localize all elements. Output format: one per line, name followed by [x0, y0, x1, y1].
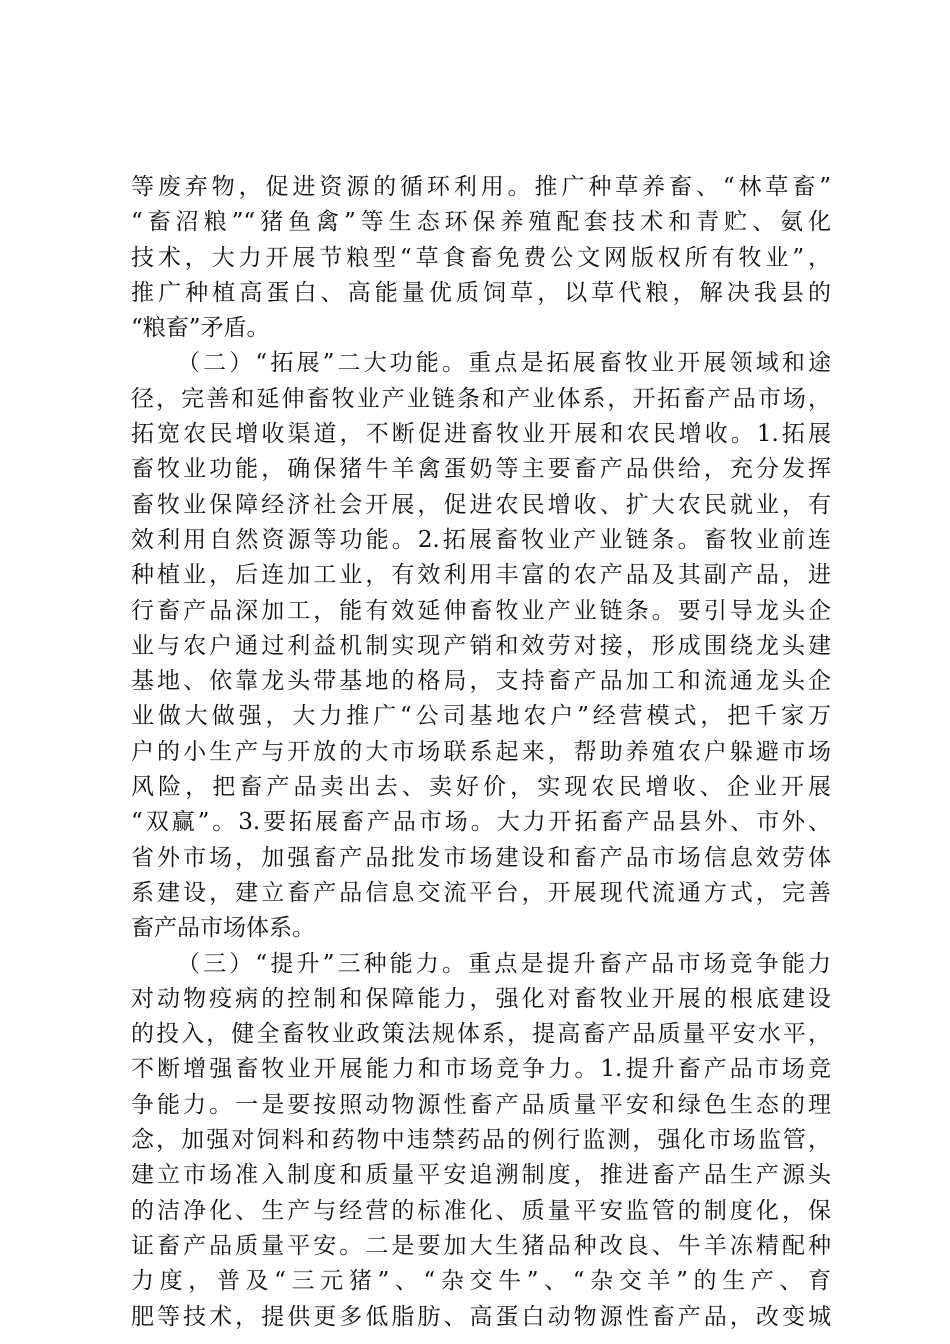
text-line: 证畜产品质量平安。二是要加大生猪品种改良、牛羊冻精配种	[131, 1232, 831, 1259]
text-line: 省外市场，加强畜产品批发市场建设和畜产品市场信息效劳体	[131, 844, 831, 871]
text-line: 效利用自然资源等功能。2.拓展畜牧业产业链条。畜牧业前连	[131, 526, 831, 553]
text-line: “畜沼粮”“猪鱼禽”等生态环保养殖配套技术和青贮、氨化	[131, 209, 831, 236]
text-line: 推广种植高蛋白、高能量优质饲草，以草代粮，解决我县的	[131, 279, 831, 306]
text-line: 建立市场准入制度和质量平安追溯制度，推进畜产品生产源头	[131, 1162, 831, 1189]
text-line: （三）“提升”三种能力。重点是提升畜产品市场竞争能力	[177, 950, 831, 977]
text-line: 争能力。一是要按照动物源性畜产品质量平安和绿色生态的理	[131, 1091, 831, 1118]
text-line: 力度，普及“三元猪”、“杂交牛”、“杂交羊”的生产、育	[131, 1268, 831, 1295]
text-line: 的洁净化、生产与经营的标准化、质量平安监管的制度化，保	[131, 1197, 831, 1224]
text-line: 念，加强对饲料和药物中违禁药品的例行监测，强化市场监管，	[131, 1127, 831, 1154]
text-line: 拓宽农民增收渠道，不断促进畜牧业开展和农民增收。1.拓展	[131, 421, 831, 448]
text-line: 户的小生产与开放的大市场联系起来，帮助养殖农户躲避市场	[131, 738, 831, 765]
text-line: （二）“拓展”二大功能。重点是拓展畜牧业开展领域和途	[177, 350, 831, 377]
text-line: 畜产品市场体系。	[131, 915, 315, 942]
text-line: 种植业，后连加工业，有效利用丰富的农产品及其副产品，进	[131, 562, 831, 589]
text-line: 技术，大力开展节粮型“草食畜免费公文网版权所有牧业”，	[131, 244, 831, 271]
text-line: 等废弃物，促进资源的循环利用。推广种草养畜、“林草畜”	[131, 174, 831, 200]
text-line: “粮畜”矛盾。	[131, 315, 270, 342]
text-line: 业做大做强，大力推广“公司基地农户”经营模式，把千家万	[131, 703, 831, 730]
text-line: 风险，把畜产品卖出去、卖好价，实现农民增收、企业开展	[131, 774, 831, 801]
text-line: “双赢”。3.要拓展畜产品市场。大力开拓畜产品县外、市外、	[131, 809, 831, 836]
text-line: 对动物疫病的控制和保障能力，强化对畜牧业开展的根底建设	[131, 985, 831, 1012]
text-line: 系建设，建立畜产品信息交流平台，开展现代流通方式，完善	[131, 879, 831, 906]
text-line: 业与农户通过利益机制实现产销和效劳对接，形成围绕龙头建	[131, 632, 831, 659]
text-line: 行畜产品深加工，能有效延伸畜牧业产业链条。要引导龙头企	[131, 597, 831, 624]
text-line: 畜牧业功能，确保猪牛羊禽蛋奶等主要畜产品供给，充分发挥	[131, 456, 831, 483]
text-line: 基地、依靠龙头带基地的格局，支持畜产品加工和流通龙头企	[131, 668, 831, 695]
text-line: 肥等技术，提供更多低脂肪、高蛋白动物源性畜产品，改变城	[131, 1303, 831, 1330]
text-line: 畜牧业保障经济社会开展，促进农民增收、扩大农民就业，有	[131, 491, 831, 518]
text-line: 不断增强畜牧业开展能力和市场竞争力。1.提升畜产品市场竞	[131, 1056, 831, 1083]
text-line: 径，完善和延伸畜牧业产业链条和产业体系，开拓畜产品市场，	[131, 385, 831, 412]
body-text	[131, 170, 831, 1335]
text-line: 的投入，健全畜牧业政策法规体系，提高畜产品质量平安水平，	[131, 1021, 831, 1048]
